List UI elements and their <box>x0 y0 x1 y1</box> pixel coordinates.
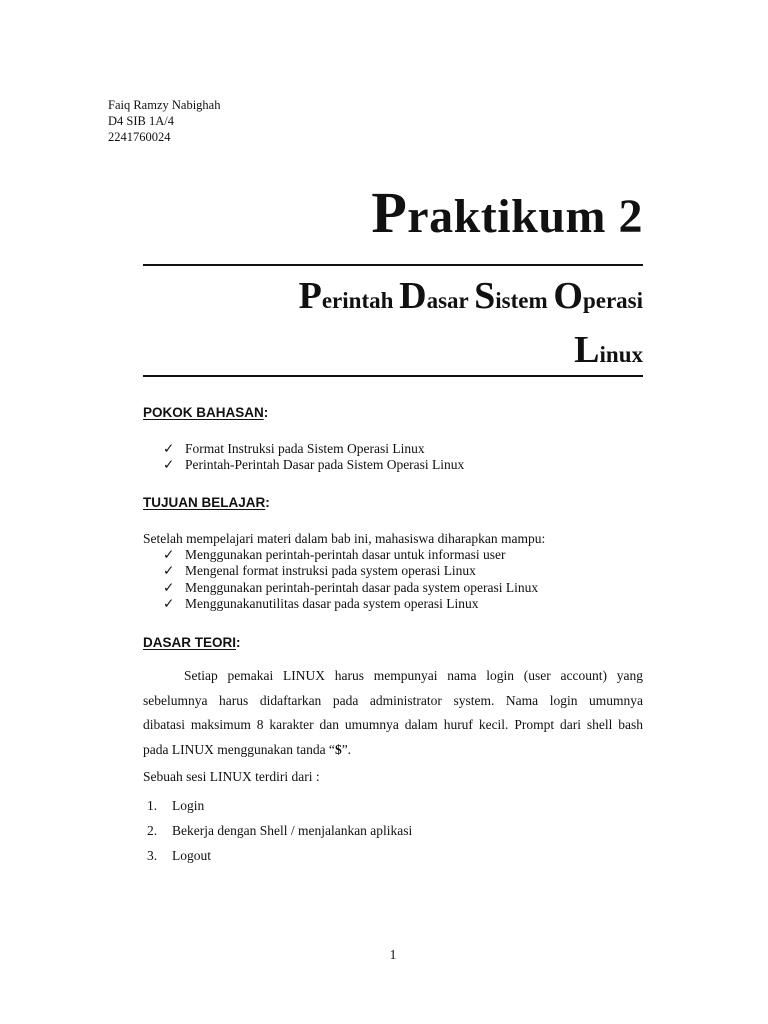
author-name: Faiq Ramzy Nabighah <box>108 98 221 112</box>
list-item <box>163 563 538 579</box>
tujuan-belajar-intro: Setelah mempelajari materi dalam bab ini, mahasiswa diharapkan mampu: <box>143 531 546 546</box>
subtitle-cap: P <box>298 275 322 317</box>
bottom-divider <box>143 375 643 377</box>
list-item-text: Menggunakanutilitas dasar pada system operasi Linux <box>185 595 479 611</box>
subtitle-word: erintah <box>321 288 400 313</box>
author-nim: 2241760024 <box>108 130 171 144</box>
list-item <box>163 596 538 612</box>
list-item-text: Menggunakan perintah-perintah dasar untuk informasi user <box>185 547 506 562</box>
author-class: D4 SIB 1A/4 <box>108 114 174 128</box>
checkmark-icon: ✓ <box>163 457 175 473</box>
section-heading-tujuan-belajar <box>143 494 270 512</box>
list-item-number: 3. <box>147 848 158 863</box>
list-item-text: Menggunakan perintah-perintah dasar pada system operasi Linux <box>185 579 539 595</box>
paragraph-line <box>143 664 643 689</box>
chapter-title-initial: P <box>371 180 408 245</box>
subtitle-line-2 <box>574 328 643 377</box>
prompt-symbol: $ <box>334 741 342 757</box>
section-heading-colon: : <box>265 495 270 510</box>
checkmark-icon: ✓ <box>163 579 175 595</box>
chapter-title <box>371 178 643 252</box>
subtitle-word: inux <box>599 342 643 367</box>
section-heading-colon: : <box>263 405 269 420</box>
section-heading-pokok-bahasan <box>143 404 268 422</box>
subtitle-word: istem <box>495 288 554 313</box>
paragraph-line <box>143 738 643 763</box>
list-item <box>163 457 464 473</box>
paragraph-line-text: pada LINUX menggunakan tanda “ <box>143 741 335 757</box>
list-item <box>143 793 412 818</box>
list-item <box>163 547 538 563</box>
checkmark-icon: ✓ <box>163 595 175 611</box>
pokok-bahasan-list <box>163 441 464 474</box>
section-heading-label: DASAR TEORI <box>143 635 237 650</box>
session-intro: Sebuah sesi LINUX terdiri dari : <box>143 769 320 784</box>
author-block <box>108 97 220 145</box>
session-list <box>143 793 412 868</box>
top-divider <box>143 264 643 266</box>
checkmark-icon: ✓ <box>163 547 175 562</box>
list-item-number: 1. <box>147 798 158 813</box>
subtitle-line-1 <box>299 274 643 323</box>
chapter-title-rest: raktikum 2 <box>407 190 643 243</box>
subtitle-cap: D <box>399 275 427 317</box>
list-item-text: Mengenal format instruksi pada system operasi Linux <box>185 563 476 579</box>
list-item <box>143 818 412 843</box>
subtitle-cap: S <box>474 275 496 317</box>
tujuan-belajar-list <box>163 547 538 612</box>
page-number: 1 <box>389 947 397 962</box>
section-heading-colon: : <box>236 635 241 650</box>
subtitle-word: perasi <box>582 288 643 313</box>
section-heading-dasar-teori <box>143 634 241 652</box>
paragraph-line: sebelumnya harus didaftarkan pada administrator system. Nama login umumnya <box>143 692 643 708</box>
list-item-text: Perintah-Perintah Dasar pada Sistem Operasi Linux <box>185 457 465 473</box>
section-heading-label: TUJUAN BELAJAR <box>143 495 266 510</box>
list-item-text: Format Instruksi pada Sistem Operasi Linux <box>185 441 425 456</box>
checkmark-icon: ✓ <box>163 441 175 456</box>
list-item <box>163 580 538 596</box>
list-item-text: Login <box>172 798 205 813</box>
list-item-text: Logout <box>172 848 211 863</box>
paragraph-line-text: Setiap pemakai LINUX harus mempunyai nama login (user account) yang <box>184 668 643 683</box>
checkmark-icon: ✓ <box>163 563 175 579</box>
dasar-teori-paragraph <box>143 664 643 762</box>
subtitle-word: asar <box>426 288 475 313</box>
list-item <box>143 843 412 868</box>
subtitle-cap: L <box>574 329 600 371</box>
paragraph-line-text: ”. <box>341 741 352 757</box>
list-item <box>163 441 464 457</box>
list-item-number: 2. <box>147 823 158 838</box>
subtitle-cap: O <box>553 275 583 317</box>
list-item-text: Bekerja dengan Shell / menjalankan aplikasi <box>172 823 413 838</box>
section-heading-label: POKOK BAHASAN <box>143 405 264 420</box>
paragraph-line: dibatasi maksimum 8 karakter dan umumnya dalam huruf kecil. Prompt dari shell bash <box>143 717 643 732</box>
